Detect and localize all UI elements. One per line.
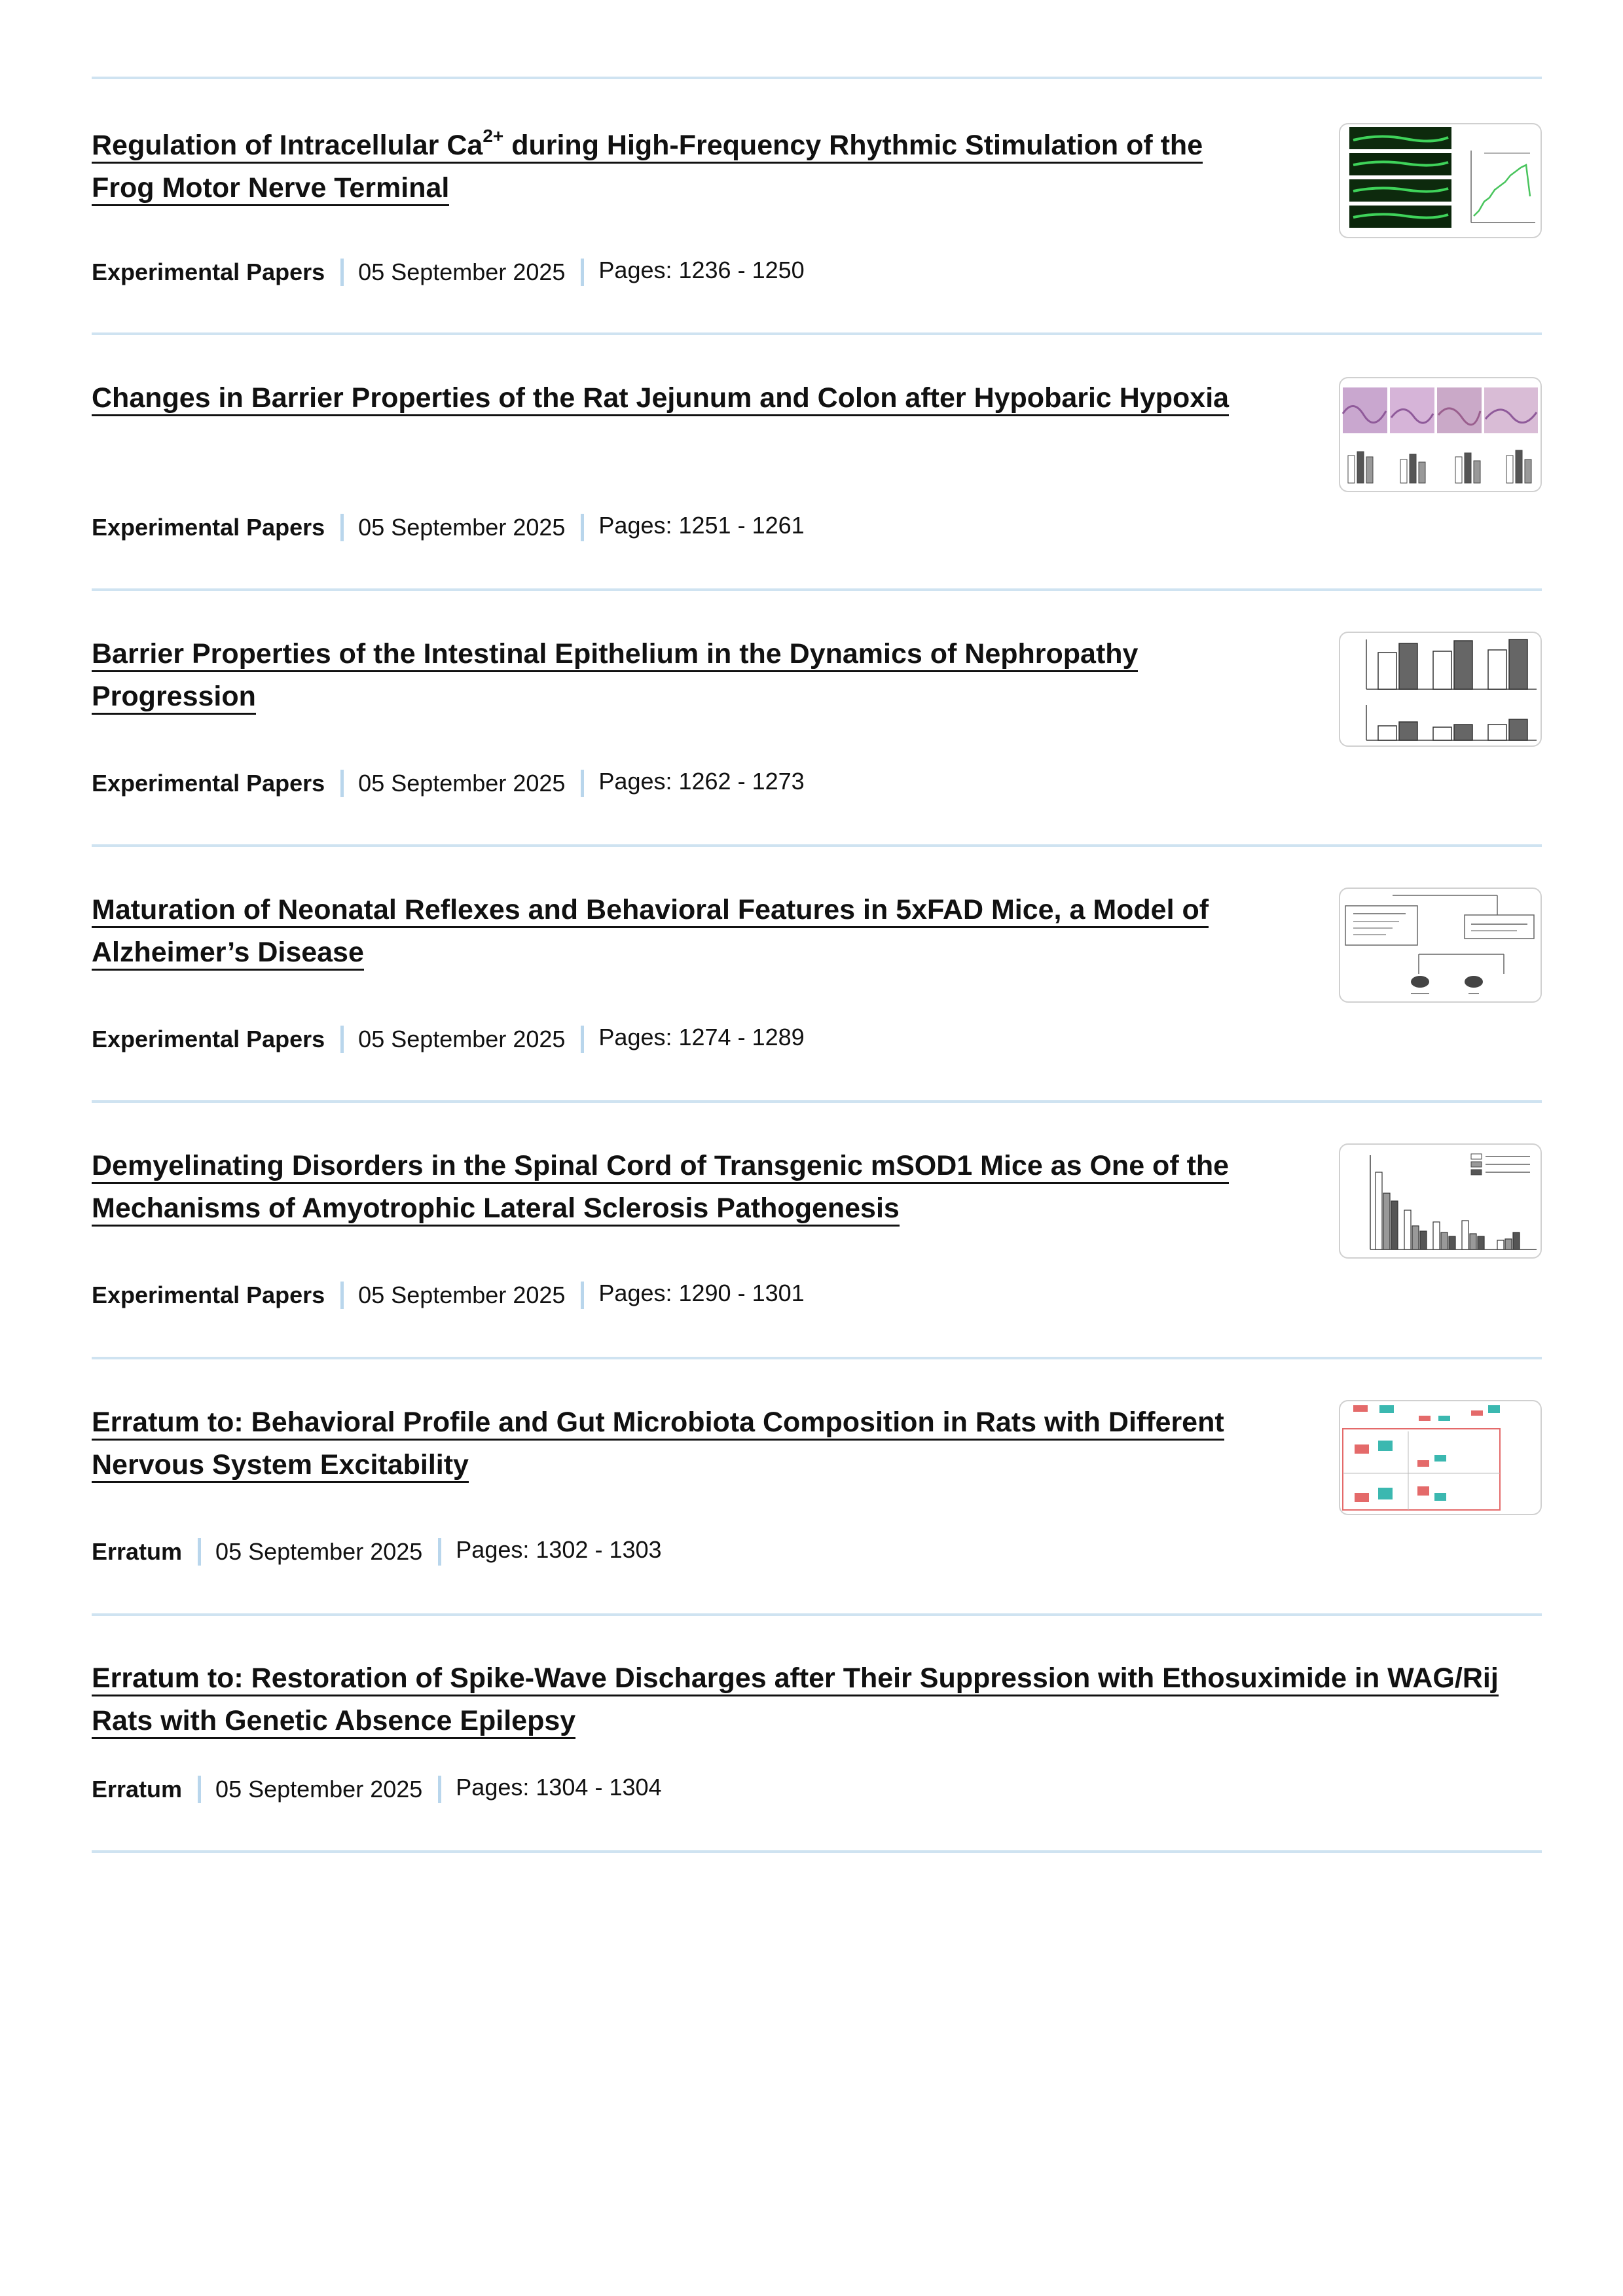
- article-title: [92, 1145, 1270, 1230]
- page-range: Pages: 1236 - 1250: [598, 257, 805, 283]
- study-design-diagram-figure-thumbnail[interactable]: [1339, 888, 1542, 1003]
- study-design-diagram-figure: [1340, 889, 1541, 1001]
- divider: [92, 1100, 1542, 1103]
- divider: [92, 332, 1542, 335]
- divider: [92, 844, 1542, 847]
- publication-date: 05 September 2025: [215, 1776, 423, 1803]
- article-meta: [92, 1775, 662, 1804]
- bar-chart-figure-thumbnail[interactable]: [1339, 632, 1542, 747]
- article-title-link[interactable]: Changes in Barrier Properties of the Rat Jejunum and Colon after Hypobaric Hypoxia: [92, 382, 1229, 416]
- article-type: Experimental Papers: [92, 1026, 325, 1052]
- divider: [92, 1357, 1542, 1359]
- page-range: Pages: 1290 - 1301: [598, 1280, 805, 1306]
- publication-date: 05 September 2025: [358, 1282, 566, 1308]
- boxplot-matrix-figure-thumbnail[interactable]: [1339, 1400, 1542, 1515]
- publication-date: 05 September 2025: [358, 1026, 566, 1052]
- divider: [92, 1850, 1542, 1853]
- meta-separator: [340, 770, 344, 797]
- article-type: Experimental Papers: [92, 514, 325, 541]
- article-title: [92, 1657, 1542, 1742]
- article-title: [92, 633, 1270, 718]
- article-title-link[interactable]: Barrier Properties of the Intestinal Epithelium in the Dynamics of Nephropathy Progression: [92, 638, 1138, 715]
- meta-separator: [581, 1282, 584, 1309]
- histology-bar-chart-figure-thumbnail[interactable]: [1339, 377, 1542, 492]
- meta-separator: [198, 1776, 201, 1803]
- article-title: [92, 889, 1270, 974]
- meta-separator: [340, 259, 344, 286]
- article-title: [92, 124, 1270, 209]
- article-meta: [92, 1025, 805, 1054]
- page-range: Pages: 1302 - 1303: [456, 1536, 662, 1563]
- article-type: Experimental Papers: [92, 1282, 325, 1308]
- article-type: Experimental Papers: [92, 770, 325, 797]
- page-range: Pages: 1262 - 1273: [598, 768, 805, 795]
- article-title-link[interactable]: Erratum to: Restoration of Spike-Wave Discharges after Their Suppression with Ethosuximide in WAG/Rij Rats with Genetic Absence Epilepsy: [92, 1662, 1499, 1739]
- divider: [92, 1613, 1542, 1616]
- title-superscript: 2+: [483, 125, 504, 146]
- calcium-imaging-figure-thumbnail[interactable]: [1339, 123, 1542, 238]
- article-type: Erratum: [92, 1776, 183, 1803]
- meta-separator: [581, 770, 584, 797]
- grouped-bar-chart-figure-thumbnail[interactable]: [1339, 1143, 1542, 1259]
- meta-separator: [581, 514, 584, 541]
- meta-separator: [340, 514, 344, 541]
- article-title-link[interactable]: Erratum to: Behavioral Profile and Gut Microbiota Composition in Rats with Different Nervous System Excitability: [92, 1407, 1224, 1483]
- article-title: [92, 377, 1270, 420]
- article-type: Experimental Papers: [92, 259, 325, 285]
- meta-separator: [340, 1282, 344, 1309]
- grouped-bar-chart-figure: [1340, 1145, 1541, 1257]
- publication-date: 05 September 2025: [215, 1538, 423, 1565]
- page-range: Pages: 1251 - 1261: [598, 512, 805, 539]
- article-type: Erratum: [92, 1538, 183, 1565]
- meta-separator: [438, 1538, 441, 1566]
- page-range: Pages: 1274 - 1289: [598, 1024, 805, 1050]
- publication-date: 05 September 2025: [358, 259, 566, 285]
- article-title-link[interactable]: Demyelinating Disorders in the Spinal Cord of Transgenic mSOD1 Mice as One of the Mechanisms of Amyotrophic Lateral Sclerosis Pathogenesis: [92, 1150, 1229, 1227]
- article-title-link[interactable]: [92, 125, 1203, 206]
- meta-separator: [438, 1776, 441, 1803]
- title-text: during High-Frequency Rhythmic Stimulation of the Frog Motor Nerve Terminal: [92, 130, 1203, 204]
- article-title: [92, 1401, 1270, 1486]
- page-range: Pages: 1304 - 1304: [456, 1774, 662, 1801]
- boxplot-matrix-figure: [1340, 1401, 1541, 1514]
- article-meta: [92, 513, 805, 542]
- article-meta: [92, 1281, 805, 1310]
- calcium-imaging-figure: [1340, 124, 1541, 237]
- article-meta: [92, 258, 805, 287]
- title-text: Regulation of Intracellular Ca: [92, 130, 483, 161]
- divider: [92, 77, 1542, 79]
- meta-separator: [198, 1538, 201, 1566]
- bar-chart-figure: [1340, 633, 1541, 745]
- meta-separator: [581, 1026, 584, 1053]
- meta-separator: [340, 1026, 344, 1053]
- divider: [92, 588, 1542, 591]
- article-title-link[interactable]: Maturation of Neonatal Reflexes and Behavioral Features in 5xFAD Mice, a Model of Alzheimer’s Disease: [92, 894, 1209, 971]
- publication-date: 05 September 2025: [358, 514, 566, 541]
- article-meta: [92, 769, 805, 798]
- meta-separator: [581, 259, 584, 286]
- publication-date: 05 September 2025: [358, 770, 566, 797]
- histology-bar-chart-figure: [1340, 378, 1541, 491]
- article-meta: [92, 1537, 662, 1566]
